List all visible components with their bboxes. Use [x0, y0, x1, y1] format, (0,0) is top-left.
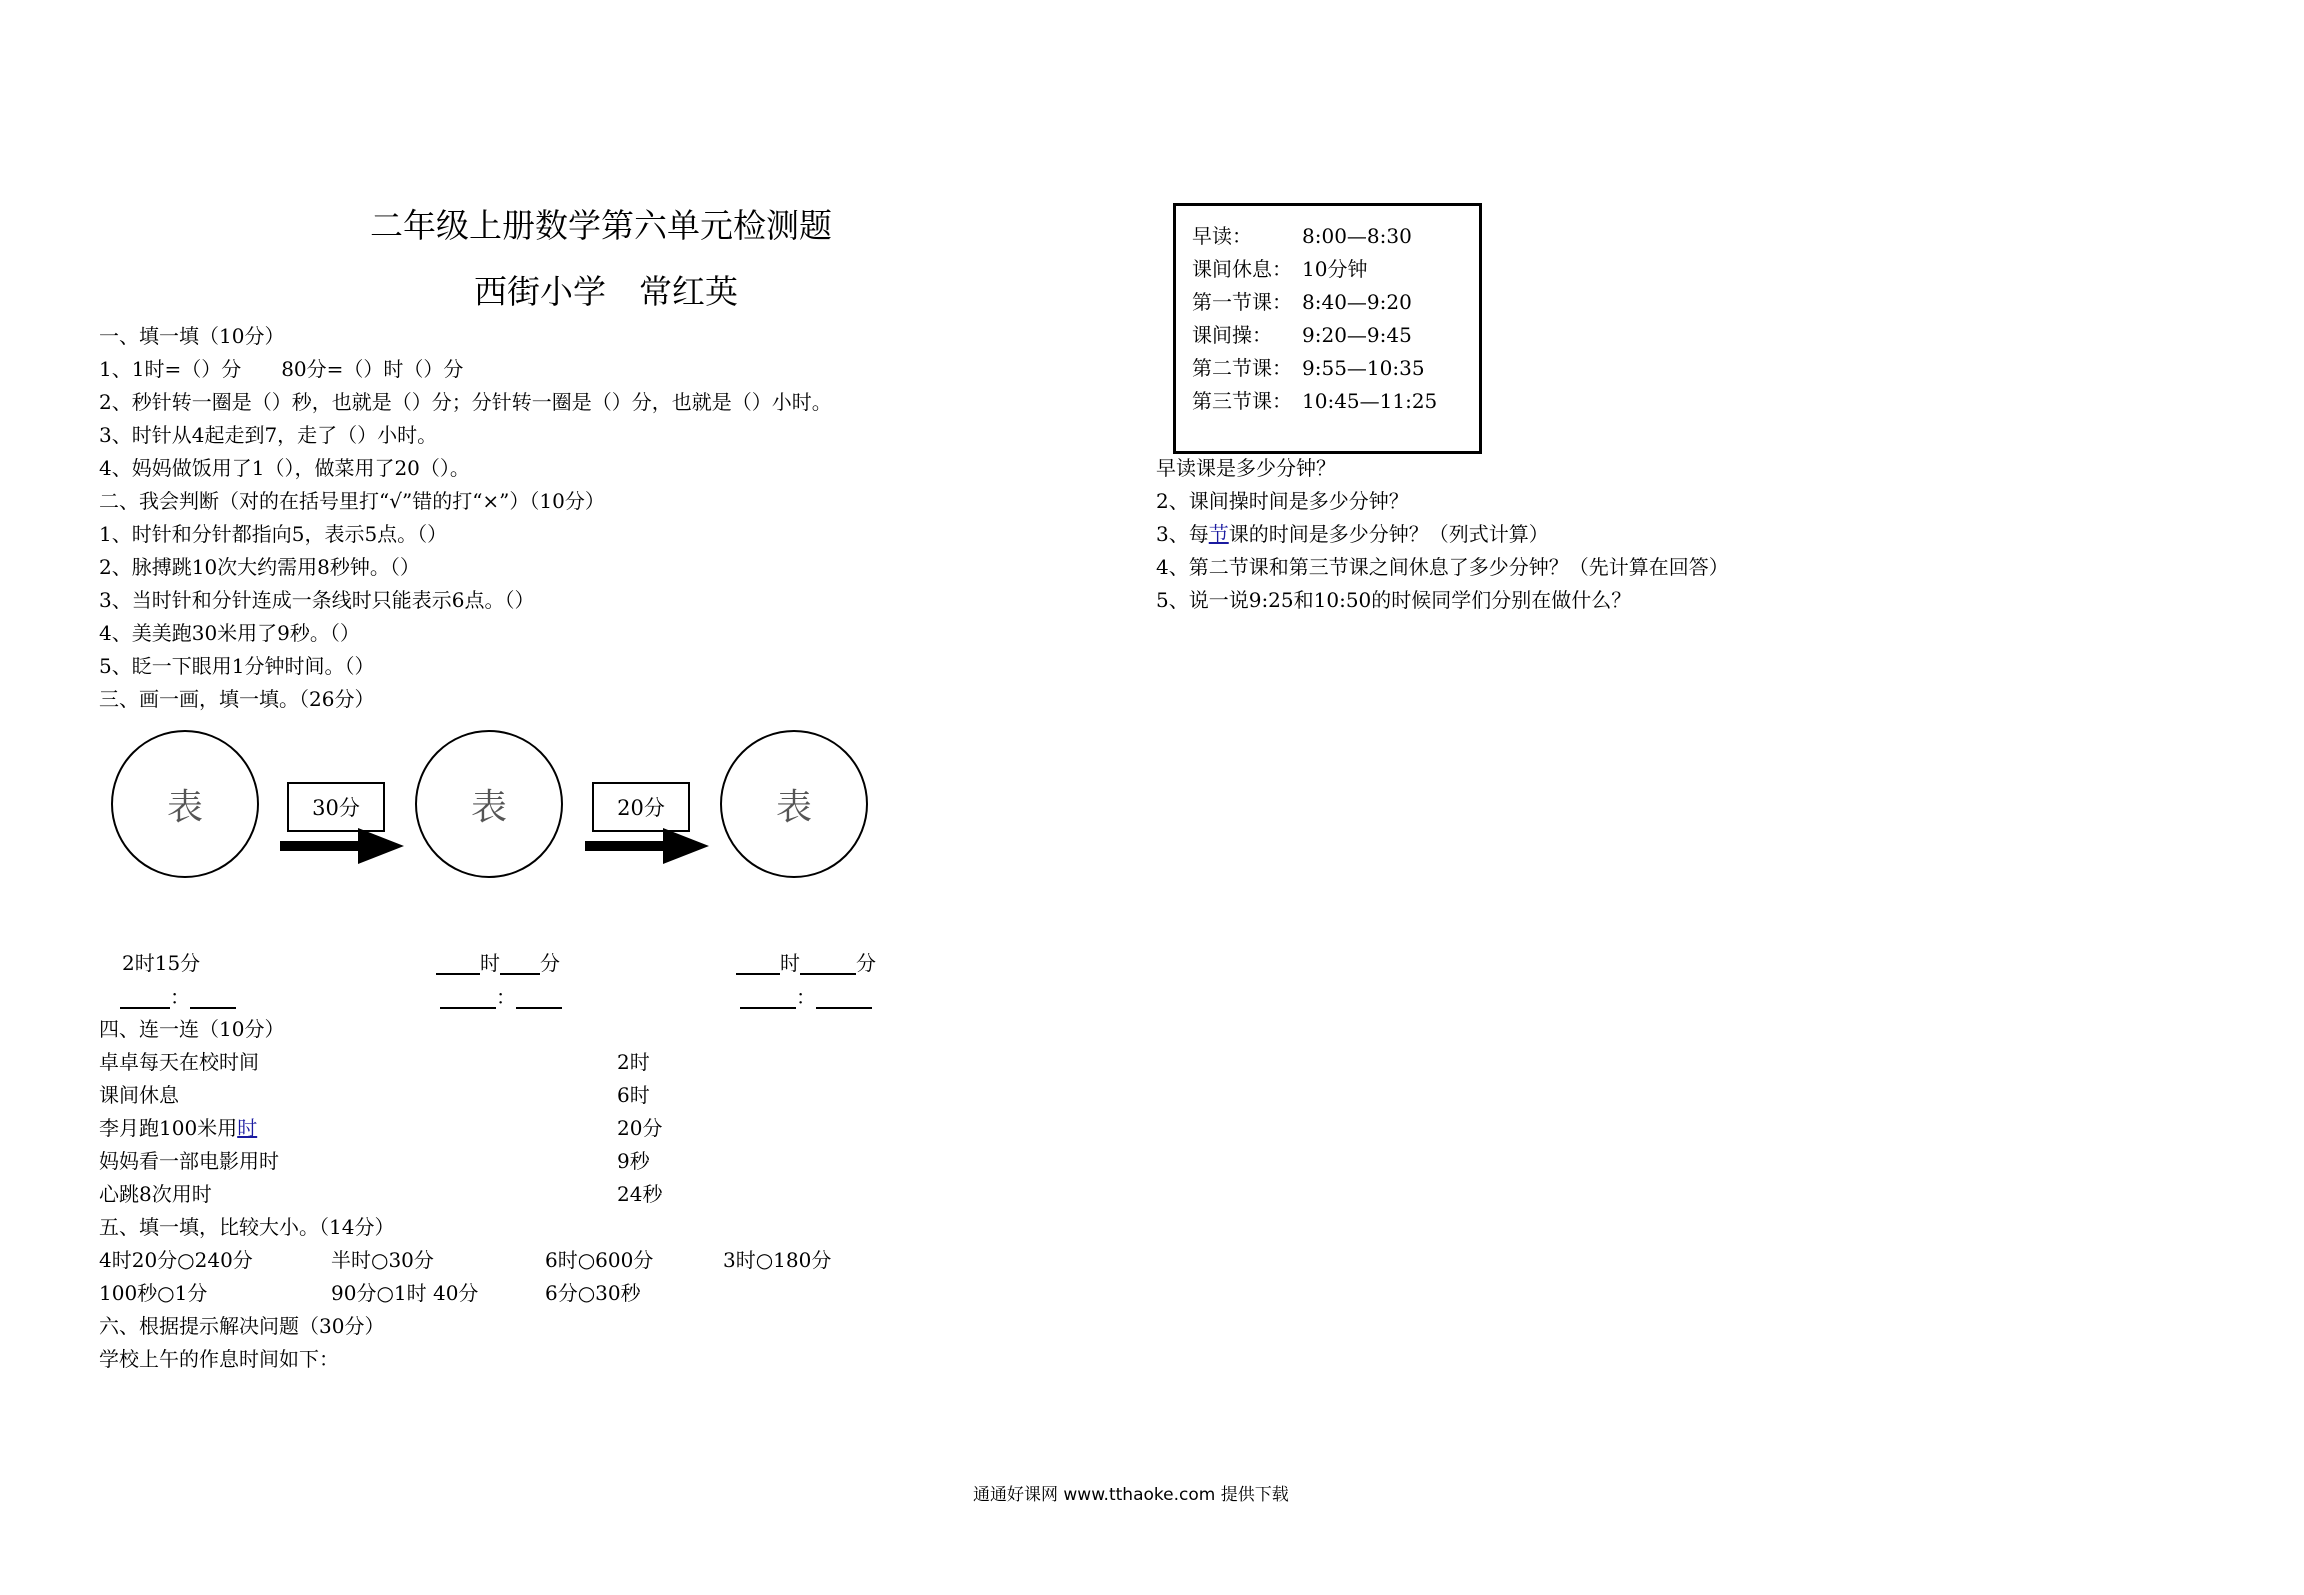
schedule-row: 课间操： 9:20—9:45 [1192, 323, 1412, 347]
clock-face-1 [111, 730, 259, 878]
section6-q4: 4、第二节课和第三节课之间休息了多少分钟？（先计算在回答） [1156, 555, 1729, 579]
compare-item: 4时20分○240分 [99, 1248, 253, 1272]
compare-item: 半时○30分 [331, 1248, 434, 1272]
section2-heading: 二、我会判断（对的在括号里打“√”错的打“×”）（10分） [99, 489, 605, 513]
section1-q2: 2、秒针转一圈是（）秒，也就是（）分；分针转一圈是（）分，也就是（）小时。 [99, 390, 832, 414]
section6-q1: 早读课是多少分钟？ [1156, 456, 1336, 480]
section1-q4: 4、妈妈做饭用了1（），做菜用了20（）。 [99, 456, 470, 480]
page-subtitle: 西街小学 常红英 [474, 272, 738, 311]
clock2-digital-fill: ： [440, 987, 562, 1009]
compare-item: 90分○1时 40分 [331, 1281, 479, 1305]
match-right-item: 24秒 [617, 1182, 663, 1206]
section3-heading: 三、画一画，填一填。（26分） [99, 687, 375, 711]
schedule-row: 早读： 8:00—8:30 [1192, 224, 1412, 248]
right-arrow-icon [585, 828, 709, 864]
match-left-item-with-link: 李月跑100米用时 [99, 1116, 258, 1140]
compare-item: 6分○30秒 [545, 1281, 641, 1305]
clock-label: 表 [166, 786, 203, 828]
match-right-item: 6时 [617, 1083, 650, 1107]
compare-item: 6时○600分 [545, 1248, 654, 1272]
hyperlink[interactable]: 节 [1208, 522, 1229, 546]
interval-box-2: 20分 [592, 782, 690, 832]
section2-q1: 1、时针和分针都指向5，表示5点。（） [99, 522, 448, 546]
clock-face-3 [720, 730, 868, 878]
section2-q3: 3、当时针和分针连成一条线时只能表示6点。（） [99, 588, 535, 612]
section1-q3: 3、时针从4起走到7，走了（）小时。 [99, 423, 438, 447]
clock3-time-fill: 时 分 [736, 953, 876, 975]
match-left-item: 心跳8次用时 [99, 1182, 212, 1206]
match-right-item: 20分 [617, 1116, 663, 1140]
section2-q5: 5、眨一下眼用1分钟时间。（） [99, 654, 375, 678]
section4-heading: 四、连一连（10分） [99, 1017, 285, 1041]
match-left-item: 卓卓每天在校时间 [99, 1050, 259, 1074]
right-arrow-icon [280, 828, 404, 864]
section6-q2: 2、课间操时间是多少分钟？ [1156, 489, 1409, 513]
match-right-item: 2时 [617, 1050, 650, 1074]
interval-box-1: 30分 [287, 782, 385, 832]
clock2-time-fill: 时 分 [436, 953, 560, 975]
clock1-time: 2时15分 [122, 951, 201, 975]
section6-heading: 六、根据提示解决问题（30分） [99, 1314, 385, 1338]
section6-intro: 学校上午的作息时间如下： [99, 1347, 339, 1371]
schedule-row: 第三节课： 10:45—11:25 [1192, 389, 1438, 413]
section2-q4: 4、美美跑30米用了9秒。（） [99, 621, 360, 645]
clock-face-2 [415, 730, 563, 878]
schedule-row: 第二节课： 9:55—10:35 [1192, 356, 1425, 380]
schedule-box [1173, 203, 1482, 454]
schedule-row: 第一节课： 8:40—9:20 [1192, 290, 1412, 314]
compare-item: 3时○180分 [723, 1248, 832, 1272]
section6-q3: 3、每节课的时间是多少分钟？（列式计算） [1156, 522, 1549, 546]
clock-label: 表 [470, 786, 507, 828]
footer-credit: 通通好课网 www.tthaoke.com 提供下载 [973, 1485, 1289, 1505]
clock3-digital-fill: ： [740, 987, 872, 1009]
hyperlink[interactable]: 时 [237, 1116, 258, 1140]
clock1-digital-fill: ： [120, 987, 236, 1009]
section2-q2: 2、脉搏跳10次大约需用8秒钟。（） [99, 555, 420, 579]
match-right-item: 9秒 [617, 1149, 650, 1173]
compare-item: 100秒○1分 [99, 1281, 208, 1305]
clock-label: 表 [775, 786, 812, 828]
section1-q1: 1、1时=（）分 80分=（）时（）分 [99, 357, 464, 381]
match-left-item: 妈妈看一部电影用时 [99, 1149, 279, 1173]
page-title: 二年级上册数学第六单元检测题 [370, 206, 832, 245]
schedule-row: 课间休息： 10分钟 [1192, 257, 1368, 281]
section6-q5: 5、说一说9:25和10:50的时候同学们分别在做什么？ [1156, 588, 1632, 612]
match-left-item: 课间休息 [99, 1083, 179, 1107]
section5-heading: 五、填一填，比较大小。（14分） [99, 1215, 395, 1239]
section1-heading: 一、填一填（10分） [99, 324, 285, 348]
